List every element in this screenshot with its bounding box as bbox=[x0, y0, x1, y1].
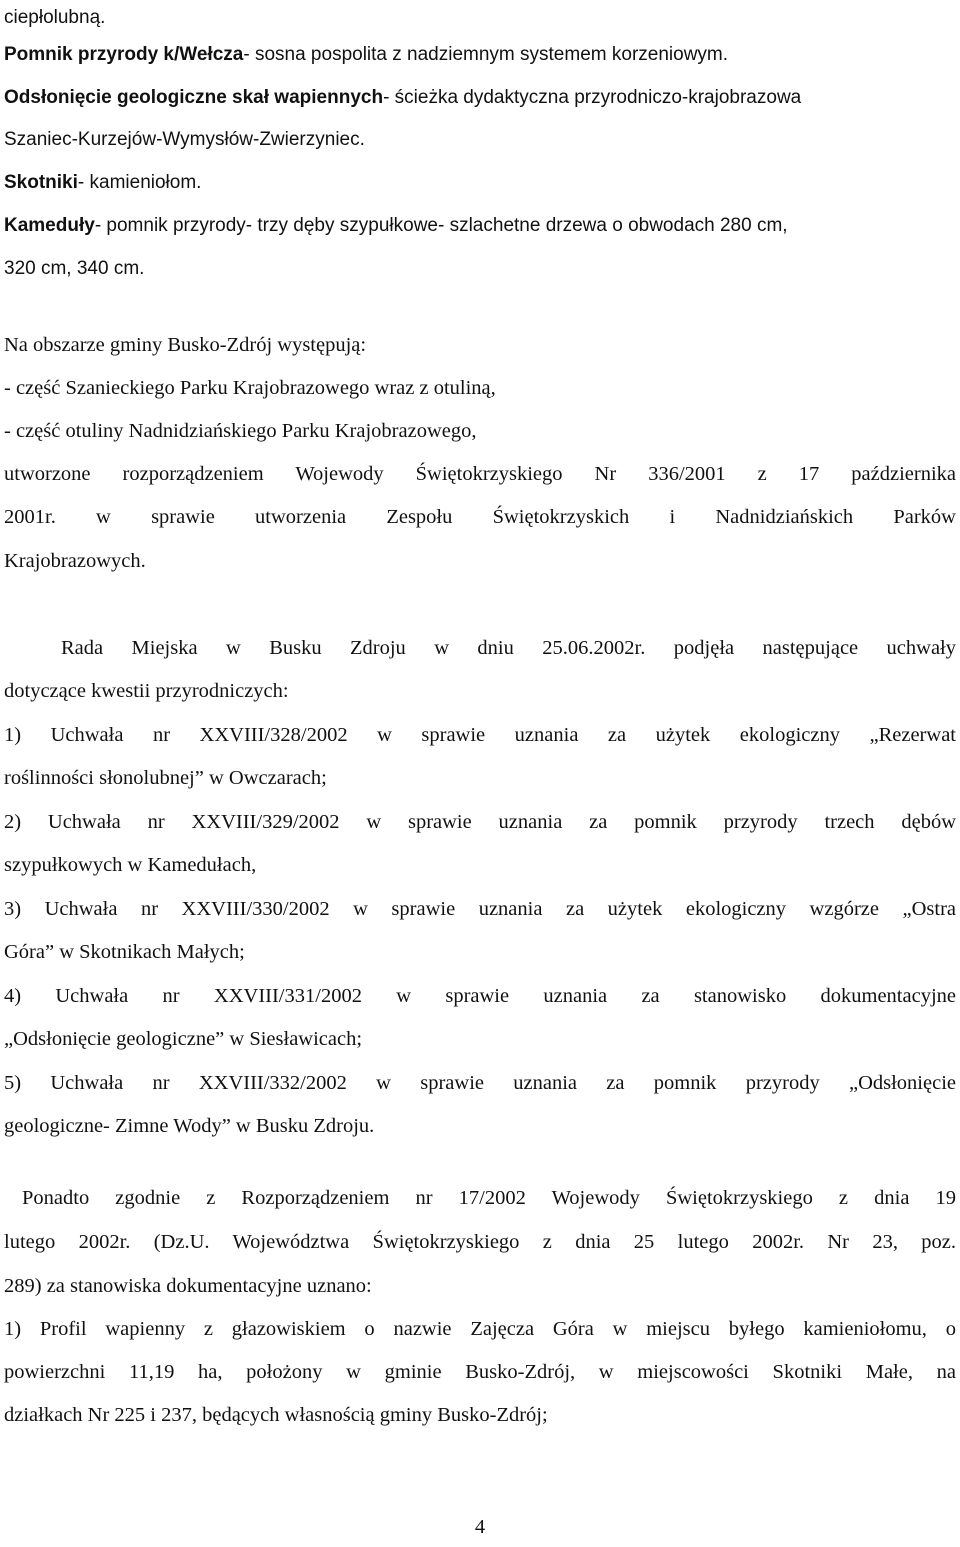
list-item: 1) Profil wapienny z głazowiskiem o nazwie Zajęcza Góra w miejscu byłego kamieniołomu, o bbox=[4, 1318, 956, 1340]
text-line: Rada Miejska w Busku Zdroju w dniu 25.06.2002r. podjęła następujące uchwały bbox=[61, 637, 956, 659]
list-item: roślinności słonolubnej” w Owczarach; bbox=[4, 767, 327, 789]
text-line: Ponadto zgodnie z Rozporządzeniem nr 17/2002 Wojewody Świętokrzyskiego z dnia 19 bbox=[22, 1187, 956, 1209]
text-line: Krajobrazowych. bbox=[4, 550, 146, 572]
list-item: geologiczne- Zimne Wody” w Busku Zdroju. bbox=[4, 1115, 375, 1137]
list-item: działkach Nr 225 i 237, będących własnością gminy Busko-Zdrój; bbox=[4, 1404, 548, 1426]
text-line: Pomnik przyrody k/Wełcza- sosna pospolita z nadziemnym systemem korzeniowym. bbox=[4, 44, 729, 65]
text-line: dotyczące kwestii przyrodniczych: bbox=[4, 680, 289, 702]
text-line: utworzone rozporządzeniem Wojewody Świętokrzyskiego Nr 336/2001 z 17 października bbox=[4, 463, 956, 485]
list-item: - część otuliny Nadnidziańskiego Parku Krajobrazowego, bbox=[4, 420, 477, 442]
list-item: 1) Uchwała nr XXVIII/328/2002 w sprawie uznania za użytek ekologiczny „Rezerwat bbox=[4, 724, 956, 746]
list-item: 4) Uchwała nr XXVIII/331/2002 w sprawie uznania za stanowisko dokumentacyjne bbox=[4, 985, 956, 1007]
list-item: - część Szanieckiego Parku Krajobrazowego wraz z otuliną, bbox=[4, 377, 496, 399]
list-item: powierzchni 11,19 ha, położony w gminie Busko-Zdrój, w miejscowości Skotniki Małe, na bbox=[4, 1361, 956, 1383]
list-item: szypułkowych w Kamedułach, bbox=[4, 854, 257, 876]
list-item: Góra” w Skotnikach Małych; bbox=[4, 941, 245, 963]
text-line: 320 cm, 340 cm. bbox=[4, 258, 145, 279]
text-line: lutego 2002r. (Dz.U. Województwa Świętokrzyskiego z dnia 25 lutego 2002r. Nr 23, poz. bbox=[4, 1231, 956, 1253]
list-item: 5) Uchwała nr XXVIII/332/2002 w sprawie uznania za pomnik przyrody „Odsłonięcie bbox=[4, 1072, 956, 1094]
list-item: „Odsłonięcie geologiczne” w Siesławicach; bbox=[4, 1028, 363, 1050]
text-line: 289) za stanowiska dokumentacyjne uznano: bbox=[4, 1275, 372, 1297]
text-line: ciepłolubną. bbox=[4, 7, 106, 28]
text-line: Szaniec-Kurzejów-Wymysłów-Zwierzyniec. bbox=[4, 129, 365, 150]
text-line: Odsłonięcie geologiczne skał wapiennych- ścieżka dydaktyczna przyrodniczo-krajobrazowa bbox=[4, 87, 802, 108]
text-line: Skotniki- kamieniołom. bbox=[4, 172, 202, 193]
page-number: 4 bbox=[474, 1516, 486, 1538]
list-item: 2) Uchwała nr XXVIII/329/2002 w sprawie uznania za pomnik przyrody trzech dębów bbox=[4, 811, 956, 833]
text-line: Na obszarze gminy Busko-Zdrój występują: bbox=[4, 334, 367, 356]
text-line: Kameduły- pomnik przyrody- trzy dęby szypułkowe- szlachetne drzewa o obwodach 280 cm, bbox=[4, 215, 788, 236]
list-item: 3) Uchwała nr XXVIII/330/2002 w sprawie uznania za użytek ekologiczny wzgórze „Ostra bbox=[4, 898, 956, 920]
text-line: 2001r. w sprawie utworzenia Zespołu Świętokrzyskich i Nadnidziańskich Parków bbox=[4, 506, 956, 528]
